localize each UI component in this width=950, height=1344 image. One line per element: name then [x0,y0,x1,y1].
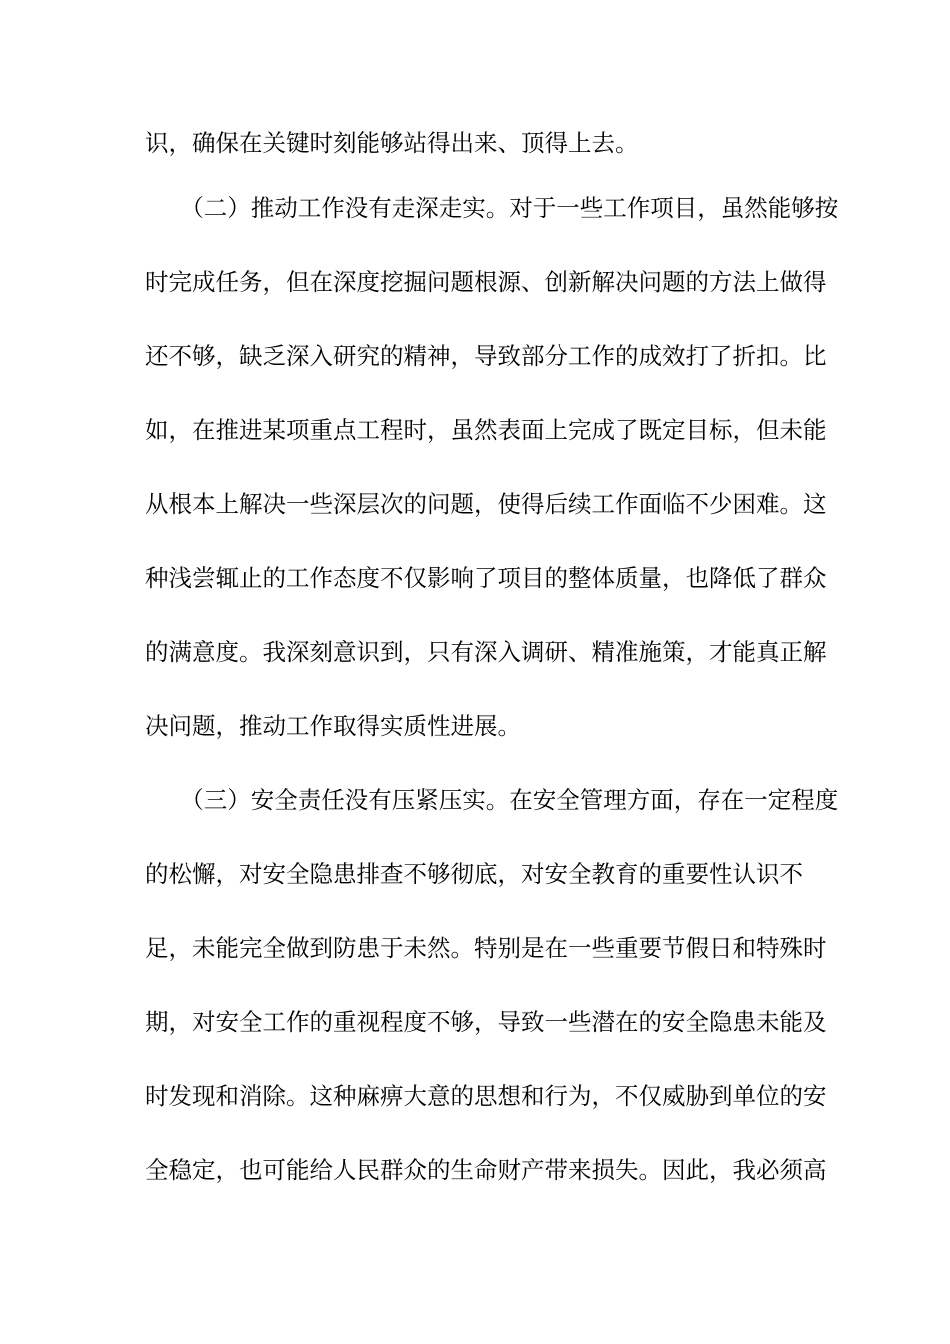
section-2-line: 的满意度。我深刻意识到，只有深入调研、精准施策，才能真正解 [145,638,827,666]
section-3-line: 时发现和消除。这种麻痹大意的思想和行为，不仅威胁到单位的安 [145,1082,827,1110]
section-2-line: 从根本上解决一些深层次的问题，使得后续工作面临不少困难。这 [145,490,827,518]
section-2-line: 如，在推进某项重点工程时，虽然表面上完成了既定目标，但未能 [145,416,827,444]
section-3-line: 足，未能完全做到防患于未然。特别是在一些重要节假日和特殊时 [145,934,827,962]
section-2-line: 种浅尝辄止的工作态度不仅影响了项目的整体质量，也降低了群众 [145,564,827,592]
paragraph-continuation-line: 识，确保在关键时刻能够站得出来、顶得上去。 [145,129,639,157]
section-2-line: 时完成任务，但在深度挖掘问题根源、创新解决问题的方法上做得 [145,268,827,296]
section-2-line: 还不够，缺乏深入研究的精神，导致部分工作的成效打了折扣。比 [145,342,827,370]
section-3-first-line: （三）安全责任没有压紧压实。在安全管理方面，存在一定程度 [145,786,839,814]
section-2-last-line: 决问题，推动工作取得实质性进展。 [145,712,521,740]
section-3-line: 期，对安全工作的重视程度不够，导致一些潜在的安全隐患未能及 [145,1008,827,1036]
section-3-line: 全稳定，也可能给人民群众的生命财产带来损失。因此，我必须高 [145,1156,827,1184]
section-2-first-line: （二）推动工作没有走深走实。对于一些工作项目，虽然能够按 [145,194,839,222]
section-3-line: 的松懈，对安全隐患排查不够彻底，对安全教育的重要性认识不 [145,860,803,888]
